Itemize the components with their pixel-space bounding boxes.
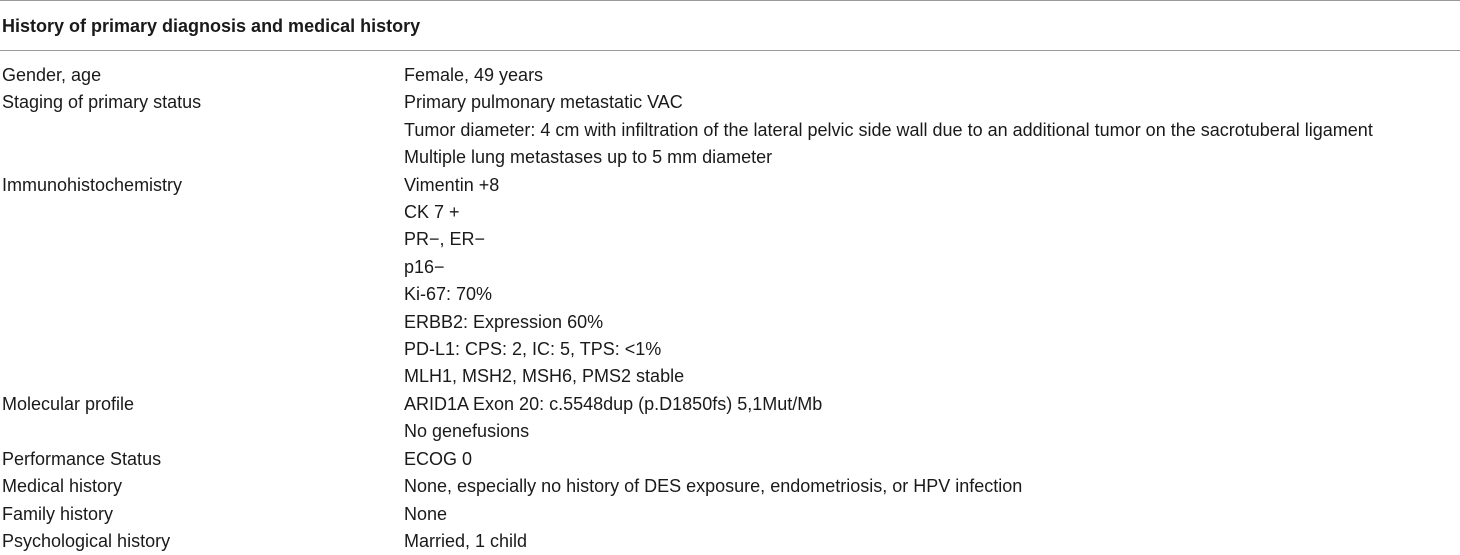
row-label: Gender, age bbox=[2, 65, 102, 85]
table-row-gender-age bbox=[0, 62, 1460, 89]
table-row-molecular-profile bbox=[0, 391, 1460, 446]
row-value: MLH1, MSH2, MSH6, PMS2 stable bbox=[404, 366, 685, 387]
table-row-family-history bbox=[0, 501, 1460, 528]
row-label: Immunohistochemistry bbox=[2, 174, 183, 195]
row-value: No genefusions bbox=[404, 421, 530, 442]
row-values bbox=[404, 391, 1460, 446]
row-value: Primary pulmonary metastatic VAC bbox=[404, 92, 683, 113]
row-label: Family history bbox=[2, 503, 114, 524]
row-value: Female, 49 years bbox=[404, 65, 544, 85]
row-value: ECOG 0 bbox=[404, 448, 473, 469]
row-value: None, especially no history of DES exposure, endometriosis, or HPV infection bbox=[404, 476, 1023, 497]
table-row-staging bbox=[0, 89, 1460, 171]
table-row-immunohistochemistry bbox=[0, 172, 1460, 391]
row-value: ARID1A Exon 20: c.5548dup (p.D1850fs) 5,1Mut/Mb bbox=[404, 393, 823, 414]
header-rule bbox=[0, 50, 1460, 51]
row-value: ERBB2: Expression 60% bbox=[404, 311, 604, 332]
table-row-medical-history bbox=[0, 473, 1460, 500]
table-body bbox=[0, 62, 1460, 555]
row-label: Psychological history bbox=[2, 530, 171, 551]
table-row-psychological-history bbox=[0, 528, 1460, 555]
table-row-performance-status bbox=[0, 446, 1460, 473]
row-values bbox=[404, 62, 1460, 89]
row-value: None bbox=[404, 503, 448, 524]
row-label: Staging of primary status bbox=[2, 92, 202, 113]
row-value: Ki-67: 70% bbox=[404, 284, 493, 305]
row-values bbox=[404, 528, 1460, 555]
row-value: Tumor diameter: 4 cm with infiltration of the lateral pelvic side wall due to an additional tumor on the sacrotuberal ligament bbox=[404, 119, 1373, 140]
row-values bbox=[404, 501, 1460, 528]
row-value: PD-L1: CPS: 2, IC: 5, TPS: <1% bbox=[404, 339, 662, 360]
row-value: Married, 1 child bbox=[404, 530, 528, 551]
row-value: CK 7 + bbox=[404, 202, 460, 223]
table-header: History of primary diagnosis and medical history bbox=[2, 16, 421, 36]
row-label: Performance Status bbox=[2, 448, 162, 469]
row-value: p16− bbox=[404, 256, 445, 277]
row-label: Medical history bbox=[2, 476, 123, 497]
row-values bbox=[404, 172, 1460, 391]
row-values bbox=[404, 446, 1460, 473]
top-rule bbox=[0, 0, 1460, 1]
row-value: PR−, ER− bbox=[404, 229, 486, 250]
row-value: Vimentin +8 bbox=[404, 174, 500, 195]
row-values bbox=[404, 89, 1460, 171]
row-label: Molecular profile bbox=[2, 393, 135, 414]
row-values bbox=[404, 473, 1460, 500]
row-value: Multiple lung metastases up to 5 mm diameter bbox=[404, 147, 773, 168]
